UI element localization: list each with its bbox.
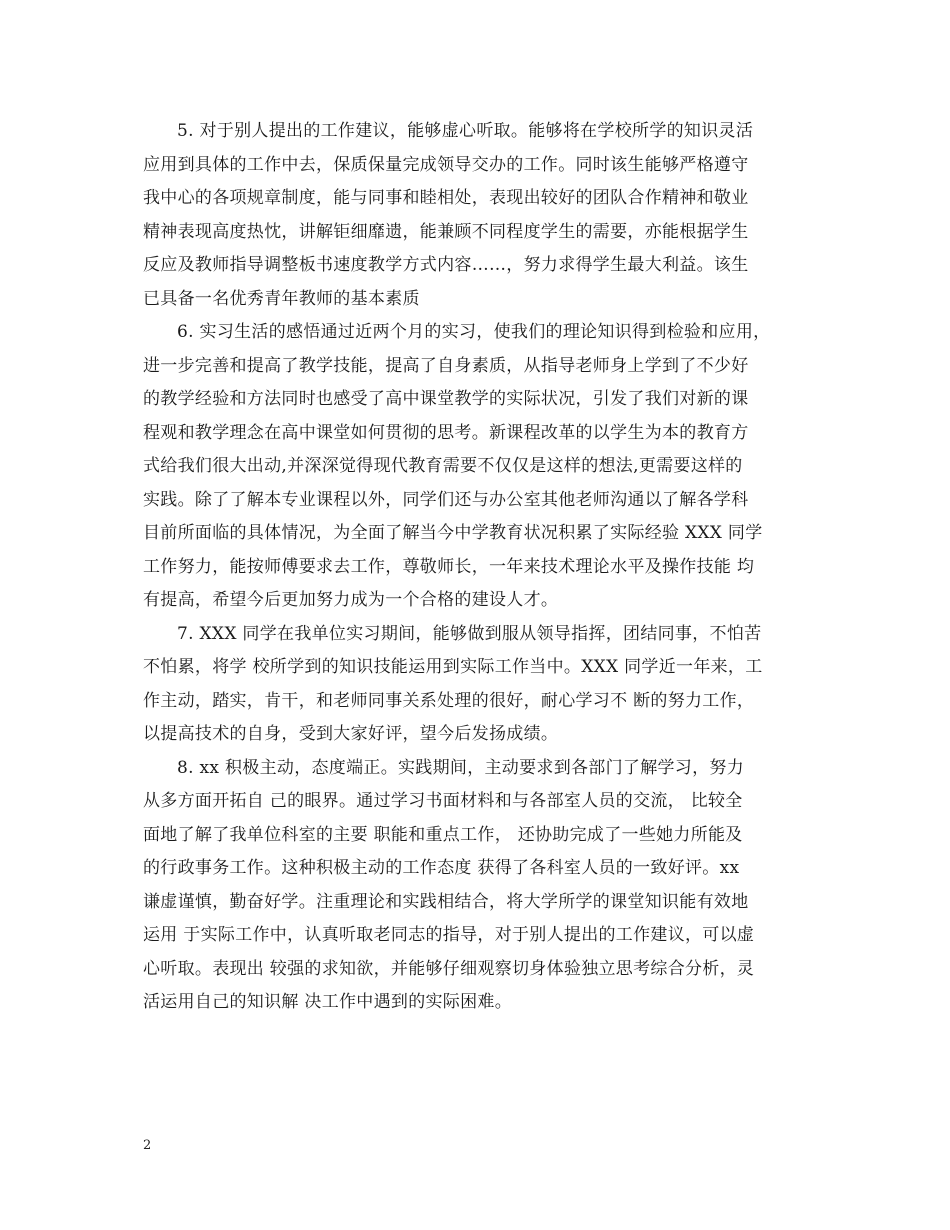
text-line: 5. 对于别人提出的工作建议，能够虚心听取。能够将在学校所学的知识灵活: [177, 121, 754, 141]
text-line: 已具备一名优秀青年教师的基本素质: [143, 288, 420, 309]
text-line: 工作努力，能按师傅要求去工作，尊敬师长，一年来技术理论水平及操作技能 均: [143, 556, 755, 577]
text-line: 6. 实习生活的感悟通过近两个月的实习，使我们的理论知识得到检验和应用，: [177, 322, 771, 342]
text-line: 目前所面临的具体情况，为全面了解当今中学教育状况积累了实际经验 XXX 同学: [143, 523, 763, 543]
paragraph-5: [143, 115, 823, 316]
text-line: 谦虚谨慎，勤奋好学。注重理论和实践相结合，将大学所学的课堂知识能有效地: [143, 891, 749, 912]
text-line: 活运用自己的知识解 决工作中遇到的实际困难。: [143, 992, 513, 1012]
text-line: 程观和教学理念在高中课堂如何贯彻的思考。新课程改革的以学生为本的教育方: [143, 422, 749, 443]
text-line: 8. xx 积极主动，态度端正。实践期间，主动要求到各部门了解学习，努力: [177, 757, 745, 778]
text-line: 我中心的各项规章制度，能与同事和睦相处，表现出较好的团队合作精神和敬业: [143, 188, 749, 208]
text-line: 的行政事务工作。这种积极主动的工作态度 获得了各科室人员的一致好评。xx: [143, 858, 740, 878]
text-line: 反应及教师指导调整板书速度教学方式内容……，努力求得学生最大利益。该生: [143, 255, 749, 275]
text-line: 从多方面开拓自 己的眼界。通过学习书面材料和与各部室人员的交流， 比较全: [143, 791, 743, 811]
text-line: 面地了解了我单位科室的主要 职能和重点工作， 还协助完成了一些她力所能及: [143, 824, 743, 845]
text-line: 以提高技术的自身，受到大家好评，望今后发扬成绩。: [143, 724, 559, 744]
document-body: [143, 115, 823, 1020]
paragraph-7: [143, 618, 823, 752]
text-line: 运用 于实际工作中，认真听取老同志的指导，对于别人提出的工作建议，可以虚: [143, 925, 755, 945]
text-line: 式给我们很大出动,并深深觉得现代教育需要不仅仅是这样的想法,更需要这样的: [143, 456, 743, 476]
text-line: 的教学经验和方法同时也感受了高中课堂教学的实际状况，引发了我们对新的课: [143, 389, 749, 409]
text-line: 7. XXX 同学在我单位实习期间，能够做到服从领导指挥，团结同事，不怕苦: [177, 623, 762, 644]
text-line: 精神表现高度热忱，讲解钜细靡遗，能兼顾不同程度学生的需要，亦能根据学生: [143, 221, 749, 242]
text-line: 作主动，踏实，肯干，和老师同事关系处理的很好，耐心学习不 断的努力工作，: [143, 690, 755, 711]
paragraph-8: [143, 752, 823, 1020]
text-line: 进一步完善和提高了教学技能，提高了自身素质，从指导老师身上学到了不少好: [143, 355, 749, 376]
text-line: 应用到具体的工作中去，保质保量完成领导交办的工作。同时该生能够严格遵守: [143, 154, 749, 175]
text-line: 心听取。表现出 较强的求知欲，并能够仔细观察切身体验独立思考综合分析，灵: [143, 958, 755, 979]
paragraph-6: [143, 316, 823, 618]
text-line: 不怕累，将学 校所学到的知识技能运用到实际工作当中。XXX 同学近一年来，工: [143, 657, 763, 677]
text-line: 有提高，希望今后更加努力成为一个合格的建设人才。: [143, 590, 559, 610]
page-number: 2: [143, 1138, 152, 1153]
text-line: 实践。除了了解本专业课程以外，同学们还与办公室其他老师沟通以了解各学科: [143, 489, 749, 510]
